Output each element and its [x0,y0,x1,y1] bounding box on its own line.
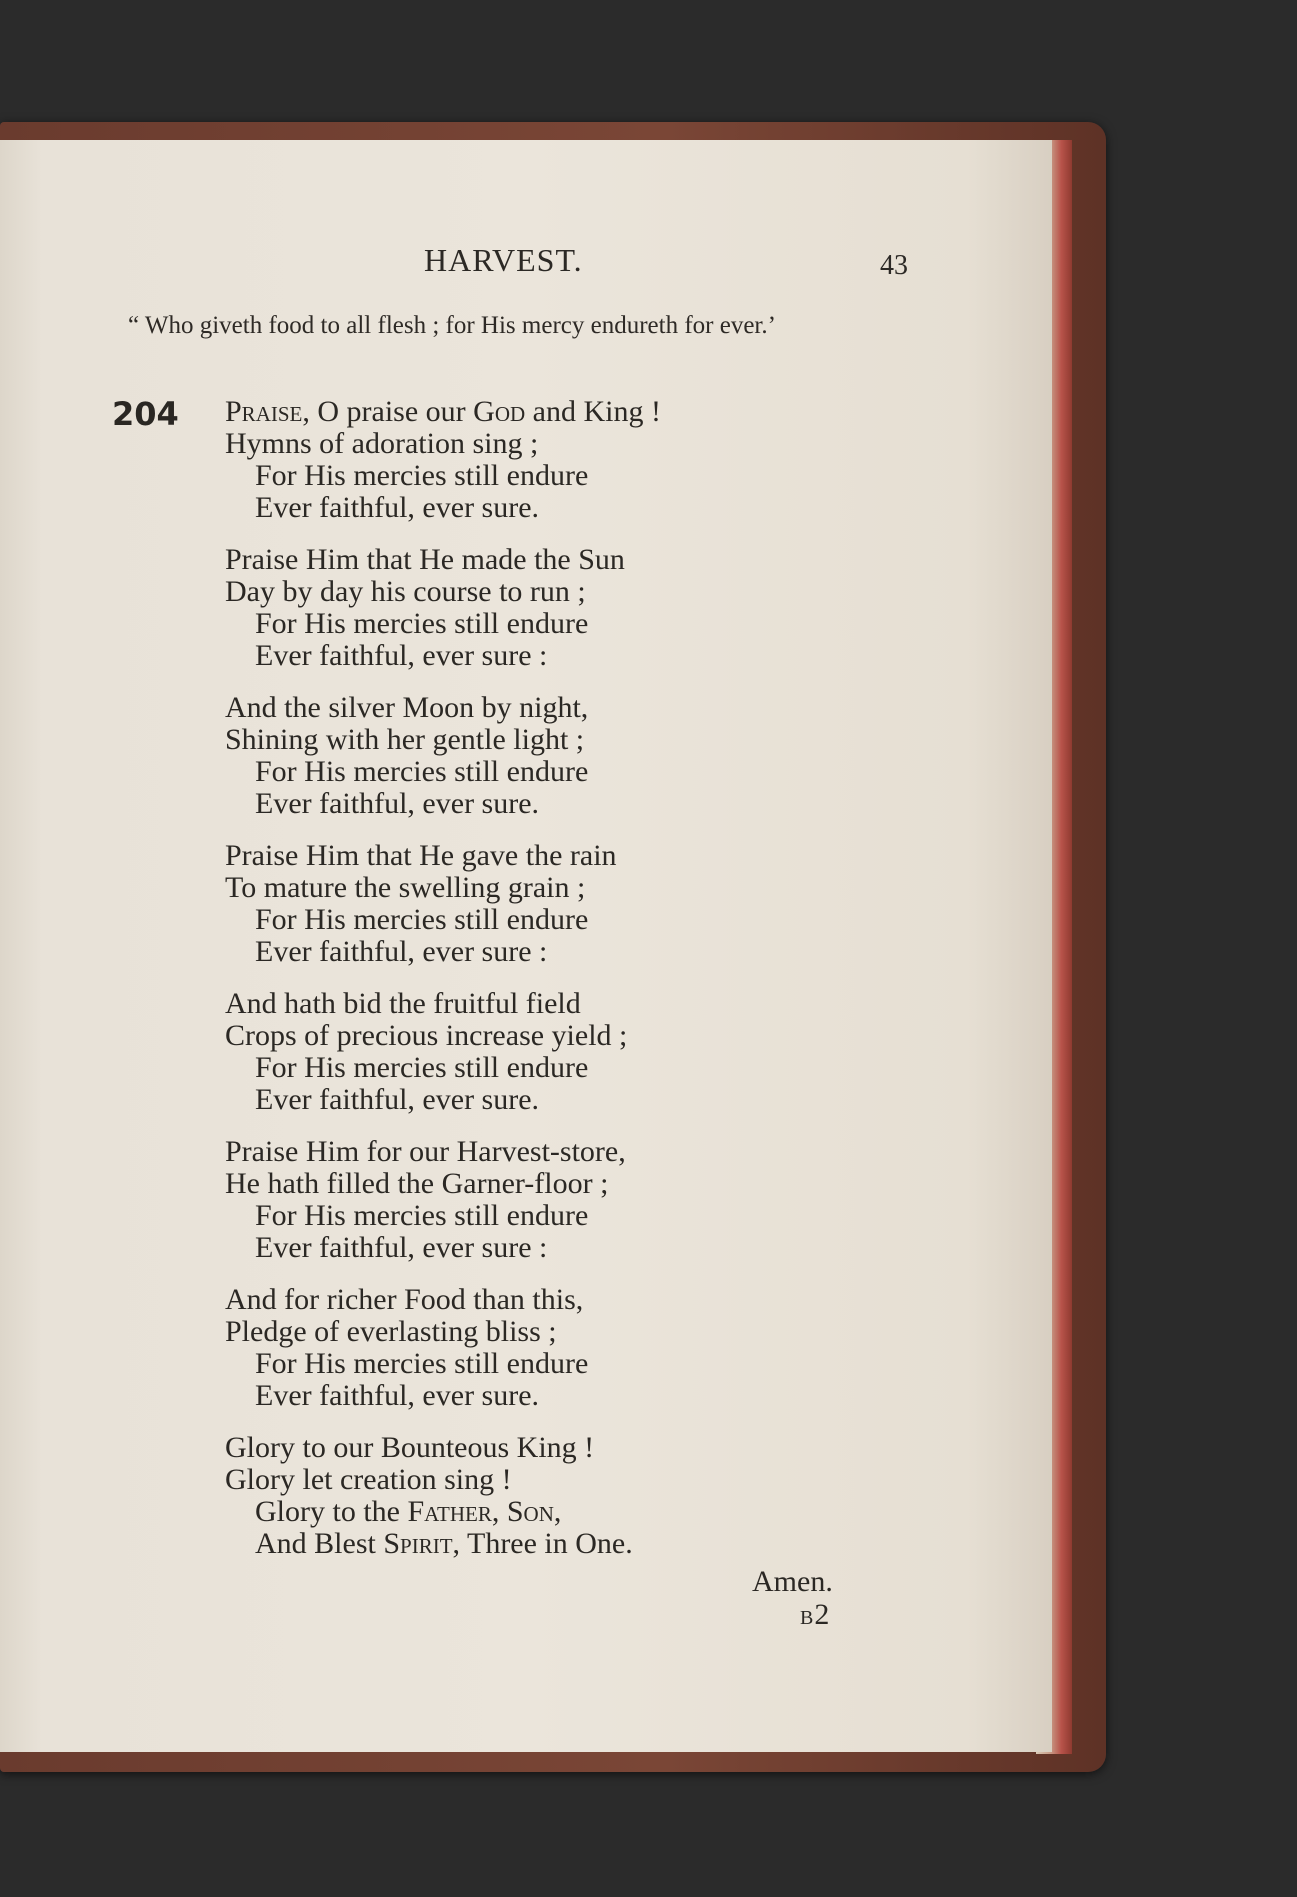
verse-line [225,1348,845,1380]
signature-number: 2 [814,1598,830,1631]
verse-line [225,872,845,904]
line-text: , O praise our [302,395,474,428]
verse-line [225,1464,845,1496]
verse-line [225,1136,845,1168]
line-text: Ever faithful, ever sure. [255,1379,540,1412]
verse-line [225,576,845,608]
verse-line [225,1200,845,1232]
line-text: Ever faithful, ever sure. [255,1083,540,1116]
line-text: Ever faithful, ever sure : [255,639,548,672]
amen: Amen. [752,1565,833,1598]
section-title: HARVEST. [424,242,583,278]
verse-line [225,396,845,428]
line-text: For His mercies still endure [255,903,589,936]
verse [225,396,845,524]
verse-line [225,492,845,524]
line-text: To mature the swelling grain ; [225,871,586,904]
epigraph: “ Who giveth food to all flesh ; for His mercy endureth for ever.’ [128,312,776,339]
line-text: Glory let creation sing ! [225,1463,512,1496]
verse-line [225,788,845,820]
line-text: Hymns of adoration sing ; [225,427,539,460]
verse-line [225,1432,845,1464]
verse-line [225,428,845,460]
signature-letter: B [800,1607,815,1629]
verse-line [225,936,845,968]
line-text: Ever faithful, ever sure : [255,935,548,968]
hymn-number: 204 [112,395,179,433]
verse [225,544,845,672]
verse-line [225,1496,845,1528]
small-caps-word: Praise [225,395,303,428]
line-text: For His mercies still endure [255,607,589,640]
line-text: Crops of precious increase yield ; [225,1019,628,1052]
line-text: For His mercies still endure [255,1199,589,1232]
verse-line [225,1316,845,1348]
line-text: Day by day his course to run ; [225,575,586,608]
line-text: Ever faithful, ever sure. [255,491,540,524]
verse [225,692,845,820]
line-text: Ever faithful, ever sure. [255,787,540,820]
line-text: For His mercies still endure [255,1051,589,1084]
verse-line [225,1020,845,1052]
verse [225,840,845,968]
verse [225,1284,845,1412]
line-text: Glory to our Bounteous King ! [225,1431,595,1464]
line-text: For His mercies still endure [255,459,589,492]
verse-line [225,1232,845,1264]
small-caps-word: Son [506,1495,554,1528]
line-text: He hath filled the Garner-floor ; [225,1167,609,1200]
small-caps-word: God [473,395,526,428]
line-text: For His mercies still endure [255,755,589,788]
verse-line [225,544,845,576]
small-caps-word: Father [407,1495,492,1528]
verse-line [225,460,845,492]
line-text: And for richer Food than this, [225,1283,584,1316]
verse-line [225,988,845,1020]
line-text: Glory to the [255,1495,408,1528]
verse-line [225,1284,845,1316]
line-text: Praise Him for our Harvest-store, [225,1135,626,1168]
verse-line [225,1168,845,1200]
line-text: For His mercies still endure [255,1347,589,1380]
verse-line [225,692,845,724]
line-text: , [491,1495,507,1528]
verse-line [225,1528,845,1560]
verse-line [225,1052,845,1084]
line-text: Pledge of everlasting bliss ; [225,1315,557,1348]
verse-line [225,840,845,872]
verse-line [225,1380,845,1412]
line-text: Ever faithful, ever sure : [255,1231,548,1264]
line-text: And Blest [255,1527,384,1560]
line-text: Shining with her gentle light ; [225,723,585,756]
line-text: Praise Him that He gave the rain [225,839,617,872]
line-text: , [553,1495,562,1528]
verse [225,1432,845,1560]
page-number: 43 [880,250,908,281]
line-text: and King ! [525,395,661,428]
verse [225,1136,845,1264]
small-caps-word: Spirit [383,1527,453,1560]
verse [225,988,845,1116]
line-text: And hath bid the fruitful field [225,987,581,1020]
verse-line [225,1084,845,1116]
line-text: , Three in One. [452,1527,633,1560]
signature-mark [800,1598,829,1632]
verse-line [225,904,845,936]
line-text: And the silver Moon by night, [225,691,589,724]
hymn-text [225,396,845,1580]
line-text: Praise Him that He made the Sun [225,543,625,576]
verse-line [225,756,845,788]
verse-line [225,724,845,756]
verse-line [225,640,845,672]
verse-line [225,608,845,640]
